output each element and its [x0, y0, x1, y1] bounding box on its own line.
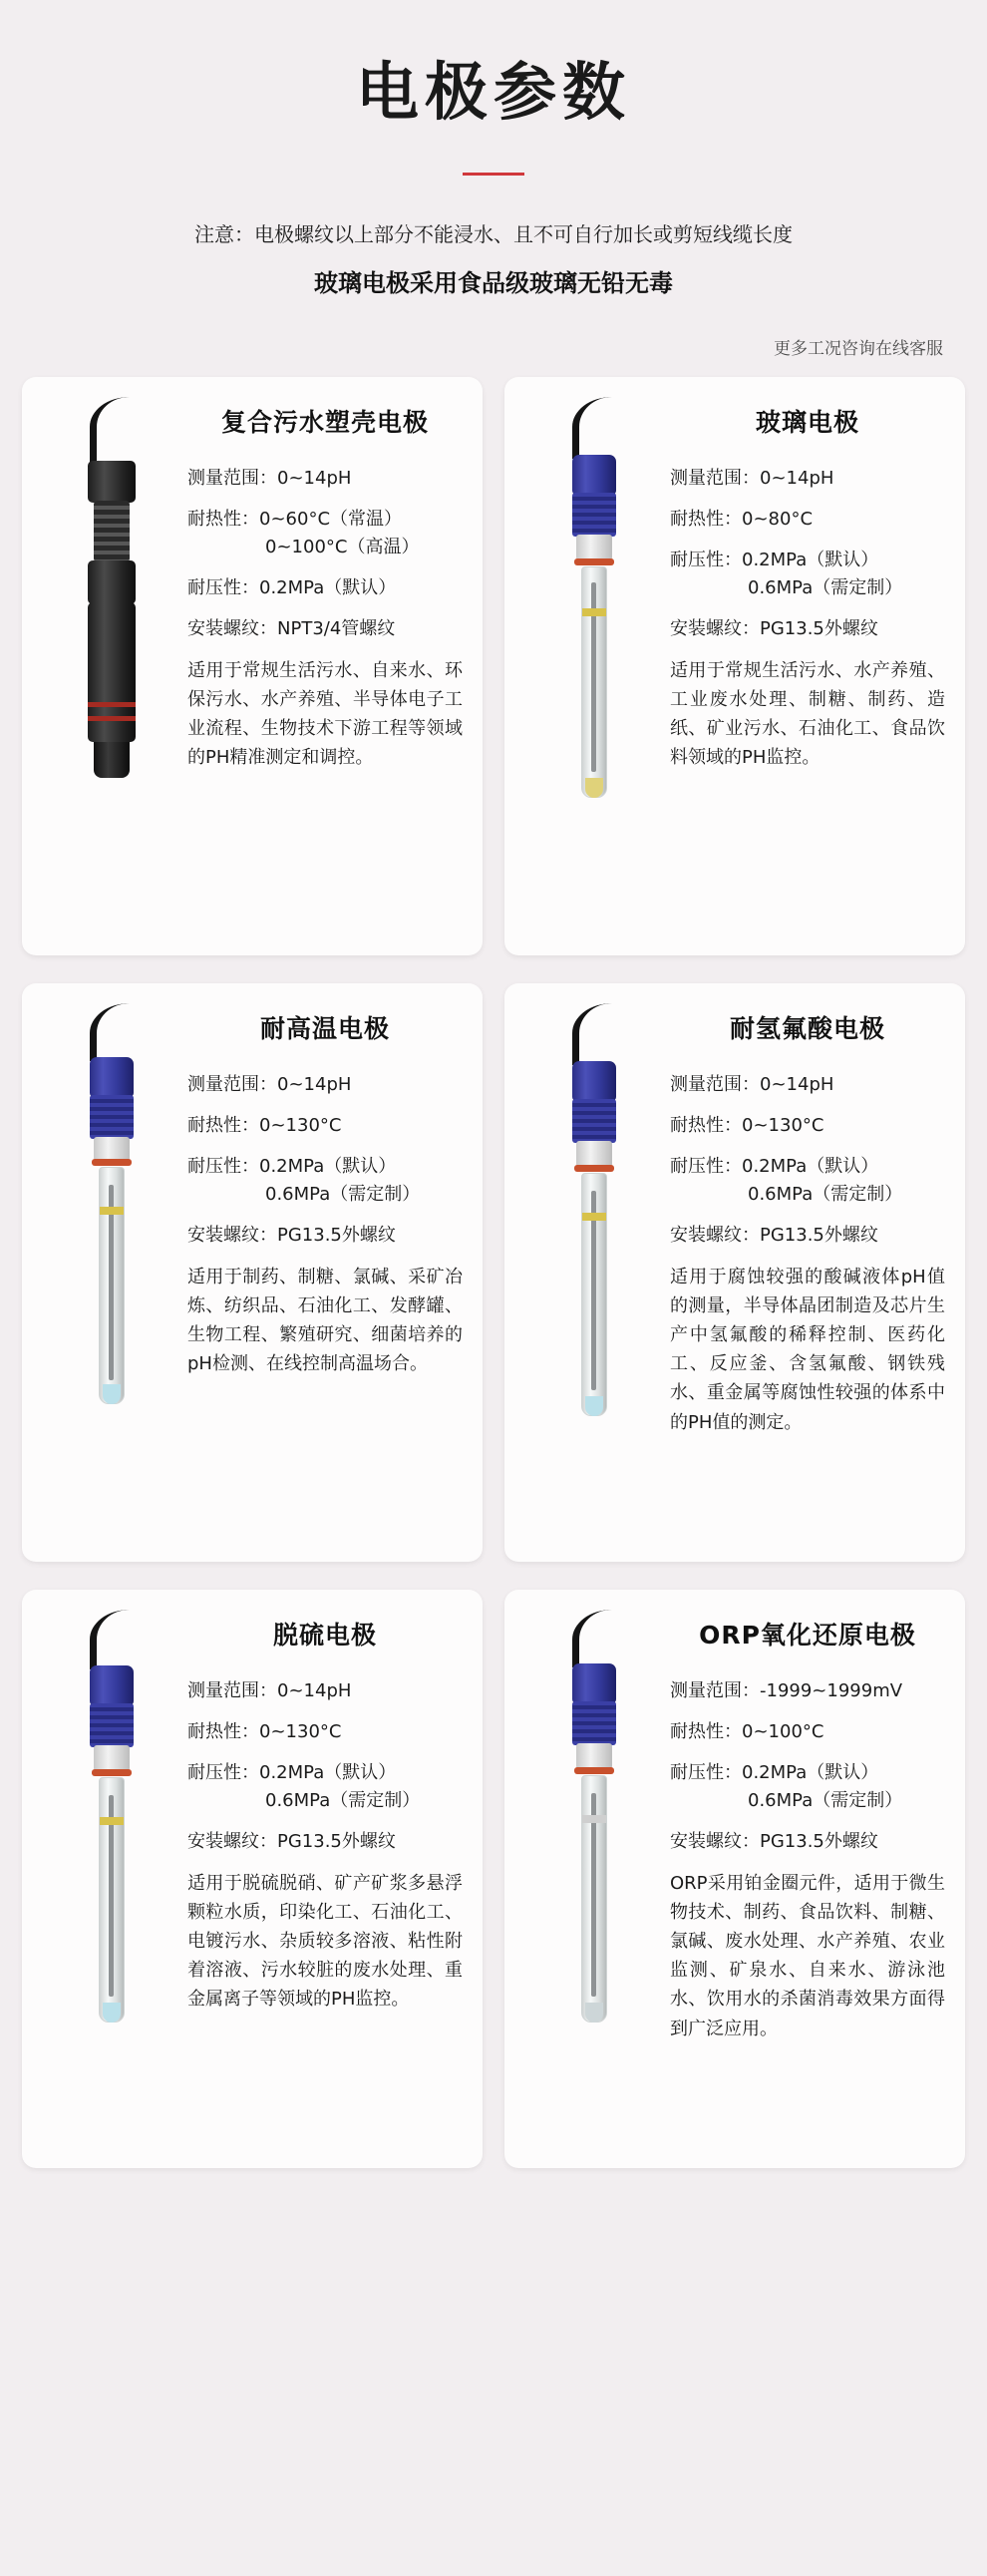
- electrode-card-grid: [0, 377, 987, 2168]
- probe-thread-icon: [94, 1745, 130, 1771]
- spec-heat-value-2: 0~100°C（高温）: [265, 537, 420, 558]
- probe-illustration: [72, 1009, 152, 1536]
- probe-grip-icon: [90, 1095, 134, 1139]
- probe-tip-icon: [585, 2003, 603, 2023]
- spec-pressure: [187, 1153, 463, 1209]
- probe-illustration: [554, 1616, 634, 2142]
- probe-oring-icon: [92, 1159, 132, 1166]
- probe-head-icon: [88, 461, 136, 503]
- probe-thread-icon: [576, 1141, 612, 1167]
- probe-oring-icon: [92, 1769, 132, 1776]
- probe-collar-icon: [88, 560, 136, 604]
- probe-illustration: [554, 403, 634, 929]
- page-header: [0, 0, 987, 359]
- spec-heat: [187, 506, 463, 561]
- probe-inner-rod-icon: [109, 1795, 114, 1997]
- probe-body-icon: [88, 602, 136, 742]
- spec-heat-value: 0~60°C（常温）: [259, 509, 403, 531]
- spec-pressure-value-2: 0.6MPa（需定制）: [748, 1789, 903, 1811]
- spec-thread-value: PG13.5外螺纹: [760, 1830, 878, 1852]
- spec-pressure: [670, 1759, 945, 1815]
- electrode-card: [22, 377, 483, 955]
- electrode-title: 耐氢氟酸电极: [729, 1014, 885, 1044]
- spec-thread-label: 安装螺纹：: [187, 617, 277, 639]
- spec-pressure-value: 0.2MPa（默认）: [259, 1156, 397, 1178]
- spec-heat: [187, 1718, 463, 1746]
- electrode-title: 复合污水塑壳电极: [220, 408, 429, 438]
- probe-marker-icon: [100, 1817, 124, 1825]
- spec-heat-label: 耐热性：: [187, 509, 259, 531]
- notice-line-1: 注意：电极螺纹以上部分不能浸水、且不可自行加长或剪短线缆长度: [194, 222, 793, 247]
- cable-icon: [572, 397, 612, 459]
- spec-thread: [187, 1828, 463, 1856]
- spec-heat: [187, 1112, 463, 1140]
- electrode-description: 适用于常规生活污水、水产养殖、工业废水处理、制糖、制药、造纸、矿业污水、石油化工、食品饮料领域的PH监控。: [670, 659, 945, 769]
- probe-tip-icon: [585, 778, 603, 798]
- spec-pressure: [187, 574, 463, 602]
- electrode-details: [181, 1009, 463, 1536]
- probe-oring-icon: [574, 1767, 614, 1774]
- spec-pressure-value: 0.2MPa（默认）: [259, 576, 397, 598]
- spec-range-value: 0~14pH: [760, 1074, 834, 1096]
- spec-heat-value: 0~130°C: [259, 1115, 342, 1137]
- cable-icon: [90, 1003, 130, 1061]
- probe-illustration: [72, 403, 152, 929]
- spec-thread-value: PG13.5外螺纹: [760, 617, 878, 639]
- page-title: 电极参数: [356, 56, 631, 129]
- spec-heat-label: 耐热性：: [670, 1115, 742, 1137]
- electrode-figure-glass-electrode: [524, 403, 664, 929]
- probe-thread-icon: [94, 1137, 130, 1161]
- spec-pressure: [187, 1759, 463, 1815]
- spec-range-label: 测量范围：: [670, 1680, 760, 1702]
- spec-heat-value: 0~100°C: [742, 1721, 824, 1743]
- spec-thread: [670, 615, 945, 643]
- spec-pressure-value-2: 0.6MPa（需定制）: [265, 1789, 421, 1811]
- spec-range: [670, 1071, 945, 1099]
- spec-range-value: 0~14pH: [277, 1680, 352, 1702]
- probe-grip-icon: [572, 1099, 616, 1143]
- electrode-description: 适用于腐蚀较强的酸碱液体pH值的测量，半导体晶团制造及芯片生产中氢氟酸的稀释控制、医药化工、反应釜、含氢氟酸、钢铁残水、重金属等腐蚀性较强的体系中的PH值的测定。: [670, 1266, 945, 1433]
- spec-range-value: 0~14pH: [760, 468, 834, 490]
- title-divider: [463, 173, 524, 176]
- service-hint: 更多工况咨询在线客服: [774, 339, 943, 360]
- probe-grip-icon: [572, 493, 616, 537]
- probe-grip-icon: [90, 1703, 134, 1747]
- probe-illustration: [72, 1616, 152, 2142]
- probe-red-ring-icon: [88, 716, 136, 721]
- spec-range: [670, 465, 945, 493]
- spec-thread-label: 安装螺纹：: [670, 617, 760, 639]
- spec-pressure-value: 0.2MPa（默认）: [742, 1156, 879, 1178]
- spec-thread-value: NPT3/4管螺纹: [277, 617, 396, 639]
- probe-cap-icon: [572, 1663, 616, 1703]
- probe-tip-icon: [103, 2003, 121, 2023]
- electrode-figure-plastic-shell-electrode: [42, 403, 181, 929]
- probe-tip-icon: [94, 742, 130, 778]
- cable-icon: [572, 1003, 612, 1065]
- electrode-figure-orp-electrode: [524, 1616, 664, 2142]
- spec-heat-value: 0~130°C: [742, 1115, 824, 1137]
- electrode-description: ORP采用铂金圈元件，适用于微生物技术、制药、食品饮料、制糖、氯碱、废水处理、水产养殖、农业监测、矿泉水、自来水、游泳池水、饮用水的杀菌消毒效果方面得到广泛应用。: [670, 1872, 945, 2039]
- spec-thread: [187, 1222, 463, 1250]
- spec-thread-label: 安装螺纹：: [670, 1830, 760, 1852]
- spec-thread-value: PG13.5外螺纹: [277, 1224, 396, 1246]
- spec-pressure-label: 耐压性：: [670, 1762, 742, 1784]
- spec-range: [187, 1071, 463, 1099]
- spec-heat: [670, 506, 945, 534]
- probe-cap-icon: [90, 1057, 134, 1097]
- spec-range-label: 测量范围：: [187, 1680, 277, 1702]
- spec-pressure-label: 耐压性：: [187, 1156, 259, 1178]
- spec-heat: [670, 1112, 945, 1140]
- electrode-title: 耐高温电极: [259, 1014, 390, 1044]
- cable-icon: [90, 397, 130, 463]
- probe-marker-icon: [100, 1207, 124, 1215]
- electrode-description: 适用于制药、制糖、氯碱、采矿冶炼、纺织品、石油化工、发酵罐、生物工程、繁殖研究、细菌培养的pH检测、在线控制高温场合。: [187, 1266, 463, 1375]
- spec-thread: [670, 1222, 945, 1250]
- spec-pressure-label: 耐压性：: [187, 1762, 259, 1784]
- probe-cap-icon: [572, 1061, 616, 1101]
- electrode-card: [504, 983, 965, 1562]
- spec-thread-label: 安装螺纹：: [670, 1224, 760, 1246]
- electrode-details: [664, 1009, 945, 1536]
- probe-marker-icon: [582, 608, 606, 616]
- electrode-figure-hf-resistant-electrode: [524, 1009, 664, 1536]
- notice-line-2: 玻璃电极采用食品级玻璃无铅无毒: [314, 269, 673, 298]
- spec-pressure: [670, 1153, 945, 1209]
- spec-heat-label: 耐热性：: [187, 1721, 259, 1743]
- electrode-details: [181, 403, 463, 929]
- probe-tip-icon: [585, 1396, 603, 1416]
- probe-tip-icon: [103, 1384, 121, 1404]
- probe-grip-icon: [572, 1701, 616, 1745]
- spec-pressure-value-2: 0.6MPa（需定制）: [748, 576, 903, 598]
- spec-range-label: 测量范围：: [187, 468, 277, 490]
- electrode-details: [181, 1616, 463, 2142]
- spec-thread: [670, 1828, 945, 1856]
- probe-coil-icon: [94, 501, 130, 562]
- electrode-description: 适用于脱硫脱硝、矿产矿浆多悬浮颗粒水质，印染化工、石油化工、电镀污水、杂质较多溶液、粘性附着溶液、污水较脏的废水处理、重金属离子等领域的PH监控。: [187, 1872, 463, 2011]
- spec-pressure-label: 耐压性：: [187, 576, 259, 598]
- spec-range: [670, 1677, 945, 1705]
- spec-thread-value: PG13.5外螺纹: [277, 1830, 396, 1852]
- probe-marker-icon: [582, 1815, 606, 1823]
- spec-heat-label: 耐热性：: [670, 509, 742, 531]
- spec-thread-value: PG13.5外螺纹: [760, 1224, 878, 1246]
- probe-oring-icon: [574, 558, 614, 565]
- spec-heat: [670, 1718, 945, 1746]
- electrode-figure-high-temp-electrode: [42, 1009, 181, 1536]
- electrode-card: [22, 983, 483, 1562]
- probe-illustration: [554, 1009, 634, 1536]
- spec-range-value: 0~14pH: [277, 468, 352, 490]
- spec-range: [187, 465, 463, 493]
- electrode-details: [664, 403, 945, 929]
- spec-range-value: -1999~1999mV: [760, 1680, 903, 1702]
- spec-pressure-label: 耐压性：: [670, 550, 742, 571]
- spec-pressure: [670, 547, 945, 602]
- spec-pressure-label: 耐压性：: [670, 1156, 742, 1178]
- spec-pressure-value: 0.2MPa（默认）: [742, 550, 879, 571]
- electrode-card: [22, 1590, 483, 2168]
- probe-marker-icon: [582, 1213, 606, 1221]
- spec-range: [187, 1677, 463, 1705]
- probe-thread-icon: [576, 535, 612, 560]
- spec-range-label: 测量范围：: [187, 1074, 277, 1096]
- electrode-title: 玻璃电极: [755, 408, 859, 438]
- probe-thread-icon: [576, 1743, 612, 1769]
- electrode-description: 适用于常规生活污水、自来水、环保污水、水产养殖、半导体电子工业流程、生物技术下游工程等领域的PH精准测定和调控。: [187, 659, 463, 769]
- probe-red-ring-icon: [88, 702, 136, 707]
- spec-thread: [187, 615, 463, 643]
- electrode-card: [504, 377, 965, 955]
- spec-heat-label: 耐热性：: [670, 1721, 742, 1743]
- probe-cap-icon: [572, 455, 616, 495]
- probe-oring-icon: [574, 1165, 614, 1172]
- probe-inner-rod-icon: [591, 1793, 596, 1997]
- spec-heat-value: 0~130°C: [259, 1721, 342, 1743]
- spec-pressure-value-2: 0.6MPa（需定制）: [265, 1183, 421, 1205]
- electrode-title: ORP氧化还原电极: [699, 1621, 916, 1651]
- spec-pressure-value: 0.2MPa（默认）: [259, 1762, 397, 1784]
- probe-cap-icon: [90, 1665, 134, 1705]
- electrode-card: [504, 1590, 965, 2168]
- cable-icon: [90, 1610, 130, 1669]
- spec-heat-label: 耐热性：: [187, 1115, 259, 1137]
- probe-inner-rod-icon: [591, 1191, 596, 1390]
- spec-range-label: 测量范围：: [670, 1074, 760, 1096]
- electrode-title: 脱硫电极: [272, 1621, 377, 1651]
- electrode-details: [664, 1616, 945, 2142]
- spec-pressure-value: 0.2MPa（默认）: [742, 1762, 879, 1784]
- spec-heat-value: 0~80°C: [742, 509, 814, 531]
- spec-thread-label: 安装螺纹：: [187, 1830, 277, 1852]
- spec-pressure-value-2: 0.6MPa（需定制）: [748, 1183, 903, 1205]
- cable-icon: [572, 1610, 612, 1667]
- electrode-figure-desulfurization-electrode: [42, 1616, 181, 2142]
- spec-range-label: 测量范围：: [670, 468, 760, 490]
- spec-thread-label: 安装螺纹：: [187, 1224, 277, 1246]
- spec-range-value: 0~14pH: [277, 1074, 352, 1096]
